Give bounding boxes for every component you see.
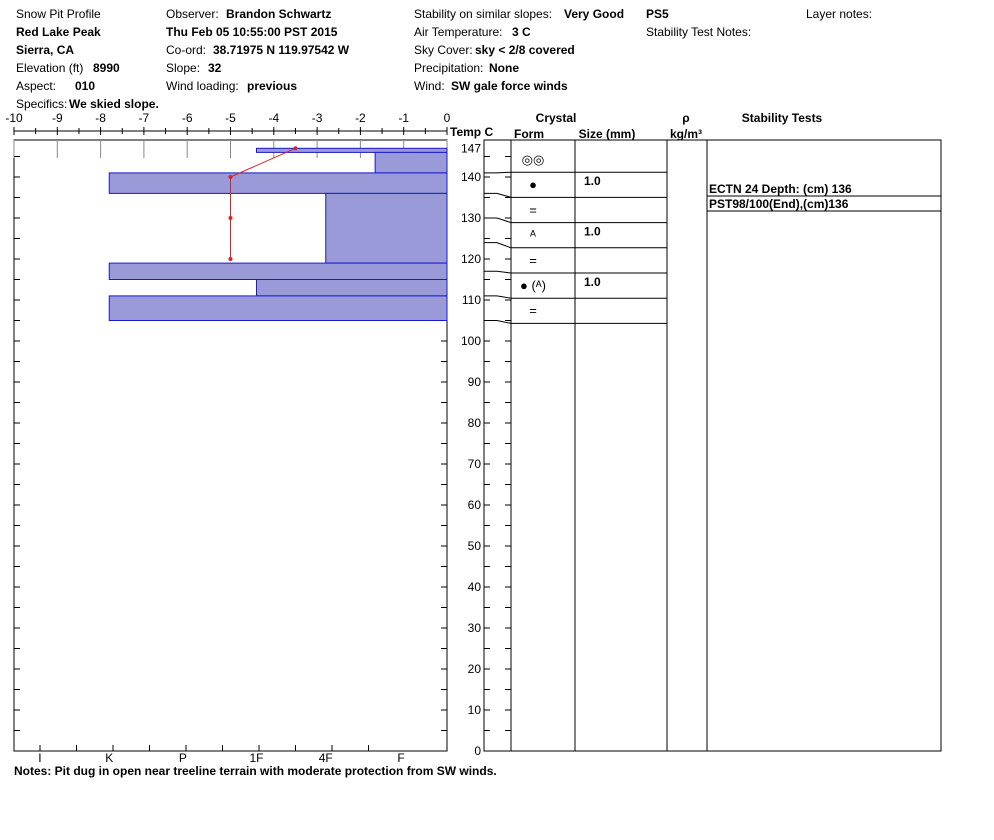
stability-test-entry: PST98/100(End),(cm)136: [709, 197, 849, 211]
aspect-label: Aspect:: [16, 79, 57, 93]
temp-tick-label: 0: [443, 111, 451, 125]
layer-connector: [484, 271, 511, 273]
wind-loading-value: previous: [247, 79, 298, 93]
depth-tick-label: 100: [460, 334, 481, 348]
stability-test-entry: ECTN 24 Depth: (cm) 136: [709, 182, 852, 196]
layer-grain-form: ᴬ: [530, 227, 536, 243]
pit-notes: Notes: Pit dug in open near treeline terrain with moderate protection from SW winds.: [14, 764, 497, 778]
temp-tick-label: -3: [311, 111, 323, 125]
hardness-bar: [109, 263, 447, 279]
layer-table-frame: [484, 140, 941, 751]
layer-grain-form: =: [529, 252, 537, 268]
depth-tick-label: 50: [467, 539, 481, 553]
air-temp-value: 3 C: [512, 25, 531, 39]
pit-code: PS5: [646, 7, 669, 21]
observer-value: Brandon Schwartz: [226, 7, 332, 21]
precipitation-value: None: [489, 61, 519, 75]
hardness-label: F: [397, 751, 405, 765]
sky-cover-label: Sky Cover:: [414, 43, 473, 57]
layer-connector: [484, 172, 511, 173]
layer-grain-size: 1.0: [584, 224, 601, 239]
hardness-bar: [375, 152, 447, 173]
layer-connector: [484, 243, 511, 248]
depth-tick-label: 110: [461, 293, 481, 307]
observer-label: Observer:: [166, 7, 219, 21]
layer-connector: [484, 218, 511, 223]
depth-tick-label: 120: [460, 252, 481, 266]
hardness-bar: [256, 148, 447, 152]
slope-value: 32: [208, 61, 222, 75]
size-header: Size (mm): [578, 127, 636, 141]
hardness-label: P: [178, 751, 187, 765]
layer-grain-form: =: [529, 303, 537, 319]
crystal-header: Crystal: [535, 111, 577, 125]
layer-grain-form: ◎◎: [521, 152, 545, 167]
temperature-point: [229, 175, 233, 179]
temp-tick-label: -5: [225, 111, 236, 125]
observation-datetime: Thu Feb 05 10:55:00 PST 2015: [166, 25, 338, 39]
precipitation-label: Precipitation:: [414, 61, 484, 75]
elevation-label: Elevation (ft): [16, 61, 84, 75]
stability-value: Very Good: [564, 7, 625, 21]
location: Red Lake Peak: [16, 25, 101, 39]
wind-value: SW gale force winds: [451, 79, 568, 93]
depth-tick-label: 0: [474, 744, 481, 758]
stability-label: Stability on similar slopes:: [414, 7, 553, 21]
temp-tick-label: -2: [355, 111, 366, 125]
hardness-bar: [256, 280, 447, 296]
coord-value: 38.71975 N 119.97542 W: [213, 43, 350, 57]
depth-tick-label: 90: [467, 375, 481, 389]
density-symbol: ρ: [682, 111, 690, 125]
temperature-line: [231, 148, 296, 259]
profile-title: Snow Pit Profile: [16, 7, 101, 21]
wind-label: Wind:: [414, 79, 445, 93]
depth-tick-label: 70: [467, 457, 481, 471]
depth-tick-label: 10: [467, 703, 481, 717]
temp-tick-label: -10: [5, 111, 23, 125]
layer-grain-form: ● (ᴬ): [519, 278, 547, 293]
layer-grain-size: 1.0: [584, 275, 601, 289]
hardness-bar: [109, 173, 447, 194]
layer-notes-label: Layer notes:: [806, 7, 873, 21]
wind-loading-label: Wind loading:: [166, 79, 239, 93]
hardness-label: 1F: [249, 751, 264, 765]
temp-tick-label: -1: [398, 111, 410, 125]
hardness-label: 4F: [318, 751, 333, 765]
depth-top-label: 147: [460, 141, 481, 156]
depth-tick-label: 140: [460, 170, 481, 184]
coord-label: Co-ord:: [166, 43, 207, 57]
hardness-label: I: [38, 751, 42, 765]
temp-tick-label: -8: [95, 111, 106, 125]
hardness-label: K: [105, 751, 114, 765]
density-unit: kg/m³: [669, 127, 703, 141]
hardness-bar: [326, 193, 447, 263]
temp-tick-label: -9: [51, 111, 63, 125]
specifics-value: We skied slope.: [69, 97, 159, 111]
depth-tick-label: 130: [460, 211, 481, 225]
region: Sierra, CA: [16, 43, 75, 57]
temperature-point: [229, 216, 233, 220]
layer-grain-size: 1.0: [584, 174, 601, 189]
sky-cover-value: sky < 2/8 covered: [475, 43, 575, 57]
temperature-point: [229, 257, 233, 261]
form-header: Form: [514, 127, 544, 141]
temperature-point: [293, 146, 297, 150]
depth-tick-label: 20: [467, 662, 481, 676]
specifics-label: Specifics:: [16, 97, 68, 111]
stability-tests-header: Stability Tests: [741, 111, 823, 125]
depth-tick-label: 60: [467, 498, 481, 512]
depth-tick-label: 80: [467, 416, 481, 430]
layer-connector: [484, 193, 511, 197]
depth-tick-label: 30: [467, 621, 481, 635]
temp-tick-label: -7: [138, 111, 150, 125]
layer-grain-form: =: [529, 202, 537, 218]
air-temp-label: Air Temperature:: [414, 25, 503, 39]
temp-tick-label: -4: [268, 111, 280, 125]
layer-connector: [484, 296, 511, 298]
aspect-value: 010: [75, 79, 96, 93]
temp-tick-label: -6: [181, 111, 193, 125]
slope-label: Slope:: [166, 61, 201, 75]
hardness-bar: [109, 296, 447, 321]
temp-axis-label: Temp C: [450, 125, 494, 139]
stability-test-notes-label: Stability Test Notes:: [646, 25, 752, 39]
depth-tick-label: 40: [467, 580, 481, 594]
layer-grain-form: ●: [529, 177, 537, 193]
elevation-value: 8990: [93, 61, 120, 75]
